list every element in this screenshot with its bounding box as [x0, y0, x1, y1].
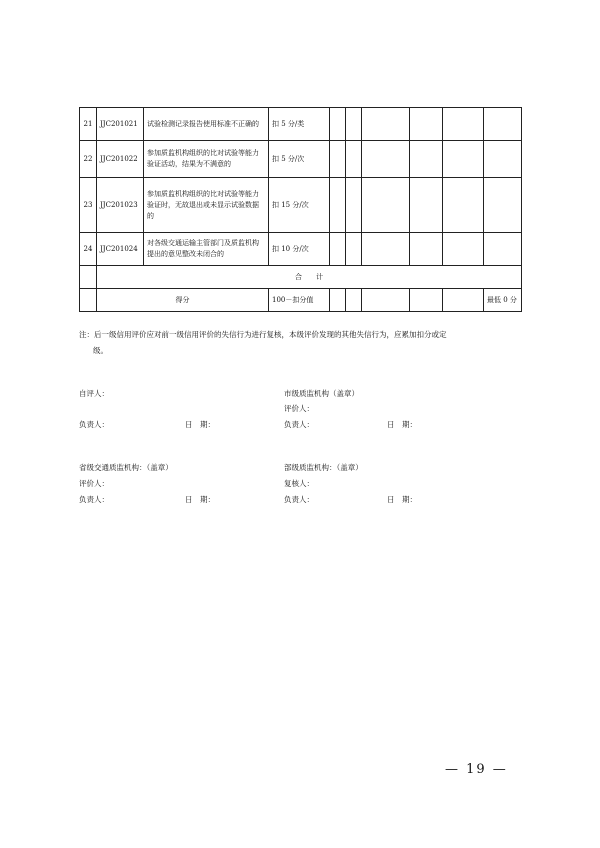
table-row — [80, 141, 522, 178]
table-row — [80, 178, 522, 233]
empty-cell — [410, 233, 443, 266]
ministry-org-label: 部级质监机构：（盖章） — [284, 463, 363, 472]
empty-cell — [484, 178, 522, 233]
row-description: 试验检测记录报告使用标准不正确的 — [144, 108, 269, 141]
responsible-label: 负责人： — [284, 420, 314, 429]
score-rule: 100－扣分值 — [269, 289, 330, 312]
self-evaluator-label: 自评人： — [79, 389, 109, 398]
table-row — [80, 108, 522, 141]
row-deduction-rule: 扣 5 分/次 — [269, 141, 330, 178]
reviewer-label: 复核人： — [284, 479, 314, 488]
row-code: JJC201022 — [97, 141, 144, 178]
empty-cell — [346, 108, 362, 141]
responsible-label: 负责人： — [79, 495, 109, 504]
empty-cell — [330, 178, 346, 233]
empty-cell — [410, 289, 443, 312]
score-label: 得分 — [97, 289, 269, 312]
score-row — [80, 289, 522, 312]
row-code: JJC201021 — [97, 108, 144, 141]
evaluator-label: 评价人： — [284, 404, 314, 413]
empty-cell — [443, 141, 484, 178]
empty-cell — [80, 289, 97, 312]
total-label: 合 计 — [97, 266, 522, 289]
row-description: 参加质监机构组织的比对试验等能力验证时，无故退出或未显示试验数据的 — [144, 178, 269, 233]
date-label: 日 期： — [185, 495, 215, 504]
row-deduction-rule: 扣 5 分/类 — [269, 108, 330, 141]
empty-cell — [330, 233, 346, 266]
row-description: 参加质监机构组织的比对试验等能力验证活动，结果为不满意的 — [144, 141, 269, 178]
empty-cell — [362, 233, 410, 266]
empty-cell — [484, 108, 522, 141]
row-number: 22 — [80, 141, 97, 178]
evaluator-label: 评价人： — [79, 479, 109, 488]
empty-cell — [443, 178, 484, 233]
empty-cell — [410, 141, 443, 178]
empty-cell — [346, 289, 362, 312]
row-code: JJC201023 — [97, 178, 144, 233]
empty-cell — [410, 178, 443, 233]
empty-cell — [362, 289, 410, 312]
row-number: 23 — [80, 178, 97, 233]
row-number: 24 — [80, 233, 97, 266]
page-number: — 19 — — [445, 762, 508, 777]
empty-cell — [330, 141, 346, 178]
total-row — [80, 266, 522, 289]
row-deduction-rule: 扣 15 分/次 — [269, 178, 330, 233]
empty-cell — [346, 233, 362, 266]
empty-cell — [443, 233, 484, 266]
score-minimum: 最低 0 分 — [484, 289, 522, 312]
footnote — [79, 327, 529, 359]
empty-cell — [443, 108, 484, 141]
empty-cell — [80, 266, 97, 289]
province-org-label: 省级交通质监机构：（盖章） — [79, 463, 173, 472]
empty-cell — [330, 108, 346, 141]
empty-cell — [484, 233, 522, 266]
row-code: JJC201024 — [97, 233, 144, 266]
date-label: 日 期： — [387, 495, 417, 504]
empty-cell — [443, 289, 484, 312]
row-number: 21 — [80, 108, 97, 141]
empty-cell — [346, 141, 362, 178]
date-label: 日 期： — [185, 420, 215, 429]
empty-cell — [410, 108, 443, 141]
row-deduction-rule: 扣 10 分/次 — [269, 233, 330, 266]
responsible-label: 负责人： — [284, 495, 314, 504]
city-org-label: 市级质监机构（盖章） — [284, 389, 359, 398]
footnote-line-1: 注：后一级信用评价应对前一级信用评价的失信行为进行复核，本级评价发现的其他失信行为，应累加扣分或定 — [79, 330, 447, 339]
empty-cell — [362, 108, 410, 141]
footnote-line-2: 级。 — [93, 346, 108, 355]
empty-cell — [484, 141, 522, 178]
empty-cell — [330, 289, 346, 312]
row-description: 对各级交通运输主管部门及质监机构提出的意见整改未闭合的 — [144, 233, 269, 266]
empty-cell — [362, 178, 410, 233]
date-label: 日 期： — [387, 420, 417, 429]
empty-cell — [346, 178, 362, 233]
empty-cell — [362, 141, 410, 178]
responsible-label: 负责人： — [79, 420, 109, 429]
table-row — [80, 233, 522, 266]
score-table — [79, 107, 522, 312]
